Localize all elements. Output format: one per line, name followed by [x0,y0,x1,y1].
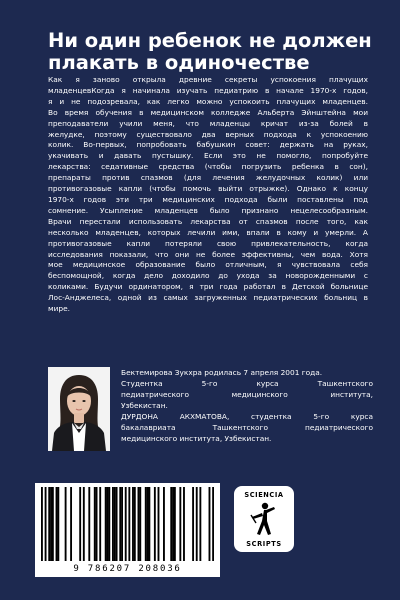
author-bio [121,367,373,444]
barcode-bar [79,487,81,561]
bio-line: ДУРДОНА АКХМАТОВА, студентка 5-го курса [121,412,373,421]
blurb-text [48,75,368,315]
barcode-bar [112,487,114,561]
barcode-bar [145,487,147,561]
blurb-line: мое медицинское образование было отличным, я чувствовала себя [48,260,368,270]
barcode-bar [41,487,43,561]
barcode-bar [163,487,165,561]
barcode-bar [147,487,149,561]
barcode-bar [212,487,214,561]
blurb-line: колик. Во-первых, попробовать бабушкин совет: держать на руках, [48,140,368,150]
blurb-line: Врачи перестали использовать лекарства от спазмов после того, как [48,216,368,226]
barcode-bar [83,487,85,561]
barcode-bar [209,487,211,561]
barcode-bar [94,487,96,561]
blurb-line: Во время обучения в медицинском колледже Альберта Эйнштейна мои [48,107,368,117]
blurb-line: желудке, поэтому существовало два верных подхода к успокоению [48,129,368,139]
blurb-line: противогазовые капли (чтобы помочь выйти отрыжке). Однако к концу [48,184,368,194]
publisher-logo-top-text: SCIENCIA [244,491,284,499]
barcode-bar [132,487,134,561]
barcode-bar [119,487,121,561]
blurb-line: беспомощной, когда дело доходило до ухода за новорожденными с [48,271,368,281]
barcode-bar [56,487,58,561]
barcode-bar [128,487,130,561]
barcode-bar [139,487,141,561]
blurb-line: несколько младенцев, которых лечили ими, впали в кому и умерли. А [48,227,368,237]
blurb-line: укачивать и давать пустышку. Если это не помогло, попробуйте [48,151,368,161]
barcode-bar [199,487,201,561]
title-line: плакать в одиночестве [48,51,310,74]
blurb-line: младенцевКогда я начинала изучать педиатрию в начале 1970-х годов, [48,85,368,95]
bio-line: Студентка 5-го курса Ташкентского [121,379,373,388]
barcode-bar [108,487,110,561]
bio-line: Бектемирова Зукхра родилась 7 апреля 2001 года. [121,368,323,377]
barcode-bar [148,487,150,561]
barcode-bar [125,487,127,561]
blurb-line: Лос-Анджелеса, одной из самых загруженных педиатрических больниц в [48,293,368,303]
barcode-bar [88,487,90,561]
barcode-bars [41,487,214,561]
barcode-bar [107,487,109,561]
author-photo [48,367,110,451]
blurb-line: противогазовые капли потеряли свою привлекательность, когда [48,238,368,248]
blurb-line: я и не подозревала, как легко можно успокоить плачущих младенцев. [48,96,368,106]
blurb-line: Как я заново открыла древние секреты успокоения плачущих [48,75,368,84]
barcode-bar [174,487,176,561]
barcode-bar [70,487,72,561]
isbn-barcode [35,483,220,577]
barcode-bar [158,487,160,561]
barcode-bar [48,487,50,561]
scientist-figure-icon [248,501,280,537]
blurb-line: лекарства: седативные средства (чтобы погрузить ребенка в сон), [48,162,368,172]
publisher-logo [234,486,294,552]
author-portrait-image [48,367,110,451]
barcode-bar [196,487,198,561]
bio-line: медицинского института, Узбекистан. [121,434,272,443]
publisher-logo-bottom-text: SCRIPTS [246,540,282,548]
blurb-line: 1970-х годов эти три медицинских подхода были поставлены под [48,194,368,204]
barcode-bar [65,487,67,561]
bio-line: педиатрического медицинского института, [121,390,373,399]
barcode-bar [105,487,107,561]
barcode-bar [114,487,116,561]
barcode-bar [52,487,54,561]
barcode-bar [121,487,123,561]
barcode-bar [134,487,136,561]
blurb-line: препараты против спазмов (для лечения желудочных колик) или [48,173,368,183]
barcode-bar [116,487,118,561]
barcode-bar [45,487,47,561]
isbn-number: 9 786207 208036 [73,564,182,574]
book-title [48,30,378,74]
bio-line: бакалавриата Ташкентского педиатрического [121,423,373,432]
barcode-bar [96,487,98,561]
bio-line: Узбекистан. [121,401,168,410]
barcode-bar [57,487,59,561]
barcode-bar [172,487,174,561]
blurb-line: исследования показали, что они не более эффективны, чем вода. Хотя [48,249,368,259]
blurb-line: преподаватели учили меня, что младенцы кричат из-за болей в [48,118,368,128]
barcode-bar [192,487,194,561]
blurb-line: коликами. Будучи ординатором, я три года работал в Детской больнице [48,282,368,292]
barcode-bar [170,487,172,561]
barcode-bar [179,487,181,561]
barcode-bar [50,487,52,561]
barcode-bar [138,487,140,561]
barcode-bar [183,487,185,561]
title-line: Ни один ребенок не должен [48,29,372,52]
blurb-line: мире. [48,304,70,314]
barcode-bar [99,487,101,561]
blurb-line: сомнение. Усыпление младенцев было признано нецелесообразным. [48,205,368,215]
barcode-bar [154,487,156,561]
